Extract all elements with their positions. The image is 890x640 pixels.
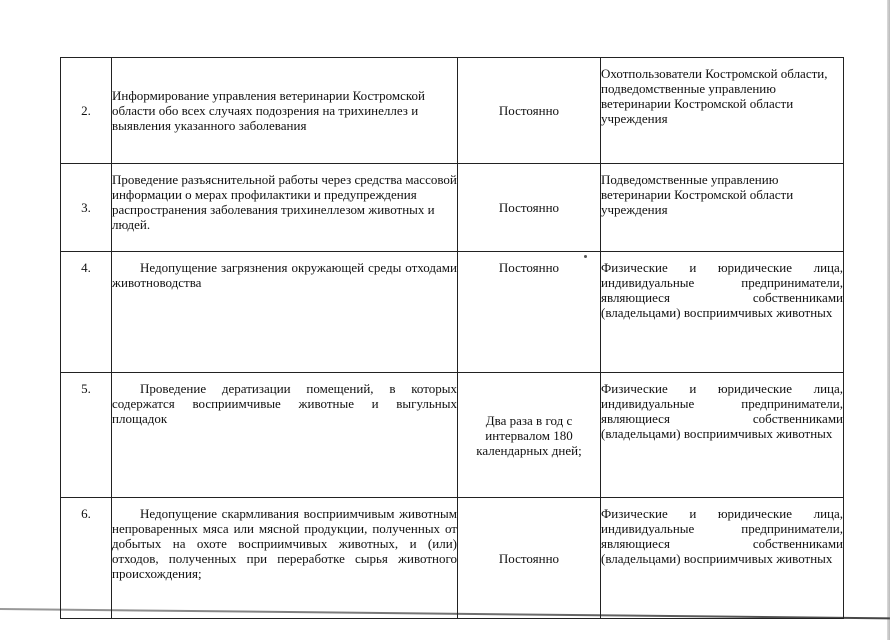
table-row bbox=[61, 252, 844, 373]
row-number: 3. bbox=[61, 164, 112, 252]
action-cell: Недопущение загрязнения окружающей среды отходами животноводства bbox=[112, 252, 458, 373]
responsible-cell: Подведомственные управлению ветеринарии Костромской области учреждения bbox=[601, 164, 844, 252]
term-cell: Постоянно bbox=[458, 498, 601, 619]
term-cell: Постоянно bbox=[458, 252, 601, 373]
action-cell: Информирование управления ветеринарии Костромской области обо всех случаях подозрения на трихинеллез и выявления указанного заболевания bbox=[112, 58, 458, 164]
action-cell: Проведение дератизации помещений, в которых содержатся восприимчивые животные и выгульных площадок bbox=[112, 373, 458, 498]
responsible-cell: Физические и юридические лица, индивидуальные предприниматели, являющиеся собственниками (владельцами) восприимчивых животных bbox=[601, 498, 844, 619]
responsible-cell: Физические и юридические лица, индивидуальные предприниматели, являющиеся собственниками (владельцами) восприимчивых животных bbox=[601, 252, 844, 373]
term-cell: Два раза в год с интервалом 180 календарных дней; bbox=[458, 373, 601, 498]
action-cell: Проведение разъяснительной работы через средства массовой информации о мерах профилактики и предупреждения распространения заболевания трихинеллезом животных и людей. bbox=[112, 164, 458, 252]
row-number: 6. bbox=[61, 498, 112, 619]
table-row bbox=[61, 373, 844, 498]
term-cell: Постоянно bbox=[458, 164, 601, 252]
term-cell: Постоянно bbox=[458, 58, 601, 164]
row-number: 5. bbox=[61, 373, 112, 498]
responsible-cell: Охотпользователи Костромской области, подведомственные управлению ветеринарии Костромской области учреждения bbox=[601, 58, 844, 164]
action-cell: Недопущение скармливания восприимчивым животным непроваренных мяса или мясной продукции, полученных от добытых на охоте восприимчивых животных, и (или) отходов, полученных при переработке сырья животного происхождения; bbox=[112, 498, 458, 619]
row-number: 2. bbox=[61, 58, 112, 164]
table-row bbox=[61, 164, 844, 252]
table-row bbox=[61, 498, 844, 619]
responsible-cell: Физические и юридические лица, индивидуальные предприниматели, являющиеся собственниками (владельцами) восприимчивых животных bbox=[601, 373, 844, 498]
row-number: 4. bbox=[61, 252, 112, 373]
measures-table bbox=[60, 57, 844, 619]
table-row bbox=[61, 58, 844, 164]
